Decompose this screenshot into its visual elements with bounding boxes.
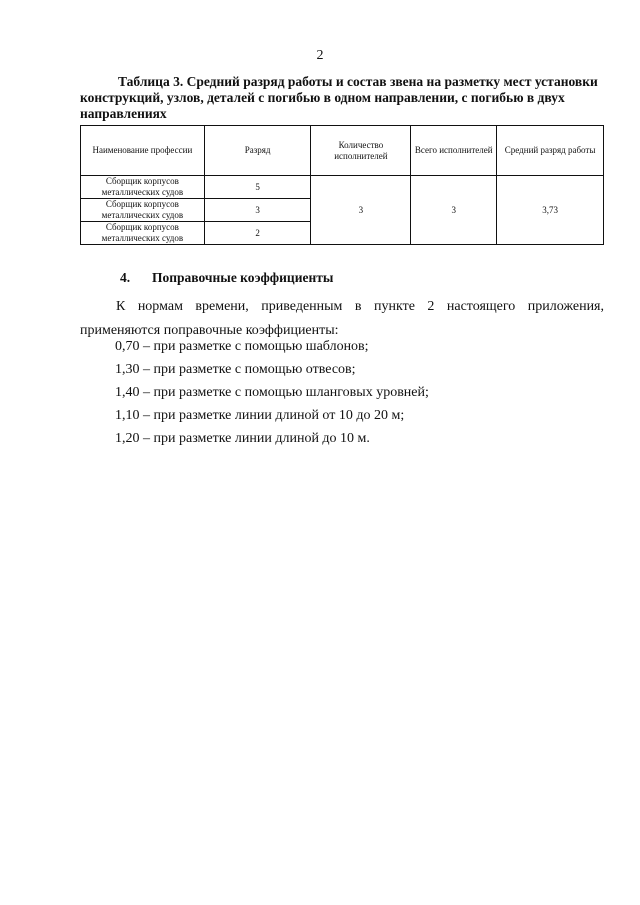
header-total-performers: Всего исполнителей [411, 126, 497, 176]
average-grade-cell: 3,73 [497, 176, 604, 245]
row-profession: Сборщик корпусов металлических судов [81, 176, 205, 199]
intro-paragraph: К нормам времени, приведенным в пункте 2 настоящего приложения, применяются поправочные коэффициенты: [80, 299, 604, 338]
section-heading [120, 270, 333, 286]
table-title-line-1: Таблица 3. Средний разряд работы и состав звена на разметку мест установки [118, 74, 598, 89]
crew-table [80, 125, 604, 245]
coefficient-item: 1,20 – при разметке линии длиной до 10 м. [115, 431, 370, 446]
section-number: 4. [120, 270, 131, 285]
table-row [81, 176, 604, 199]
row-grade: 5 [204, 176, 311, 199]
table-header-row [81, 126, 604, 176]
table-title-line-2: конструкций, узлов, деталей с погибью в одном направлении, с погибью в двух [80, 90, 565, 105]
coefficient-item: 1,10 – при разметке линии длиной от 10 до 20 м; [115, 408, 405, 423]
row-profession: Сборщик корпусов металлических судов [81, 199, 205, 222]
header-profession: Наименование профессии [81, 126, 205, 176]
coefficient-item: 0,70 – при разметке с помощью шаблонов; [115, 339, 369, 354]
total-performers-cell: 3 [411, 176, 497, 245]
row-profession: Сборщик корпусов металлических судов [81, 222, 205, 245]
coefficient-item: 1,30 – при разметке с помощью отвесов; [115, 362, 356, 377]
row-grade: 2 [204, 222, 311, 245]
coefficient-item: 1,40 – при разметке с помощью шланговых уровней; [115, 385, 429, 400]
page-number: 2 [316, 48, 324, 63]
table-title-line-3: направлениях [80, 106, 167, 121]
header-performers: Количество исполнителей [311, 126, 411, 176]
table-title [80, 74, 604, 122]
header-average-grade: Средний разряд работы [497, 126, 604, 176]
performers-cell: 3 [311, 176, 411, 245]
header-grade: Разряд [204, 126, 311, 176]
section-title: Поправочные коэффициенты [152, 270, 334, 285]
row-grade: 3 [204, 199, 311, 222]
